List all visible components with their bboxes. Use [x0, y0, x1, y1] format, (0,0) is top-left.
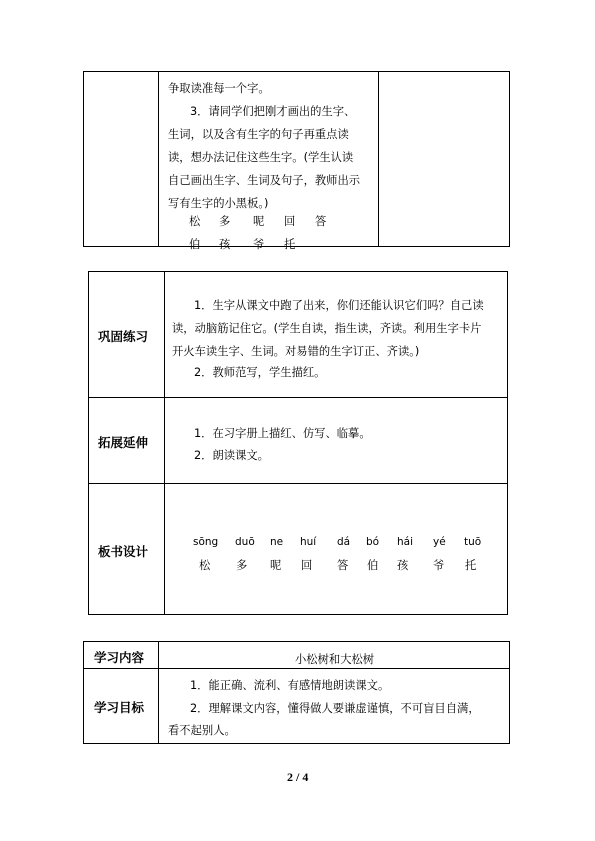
- table1-divider-right: [378, 71, 379, 247]
- table2-divider: [164, 271, 165, 615]
- pinyin: ne: [270, 536, 284, 548]
- learning-goal-line: 看不起别人。: [168, 724, 236, 737]
- pinyin: yé: [433, 536, 446, 548]
- table1-line: 3．请同学们把刚才画出的生字、: [190, 105, 356, 118]
- extension-line: 1．在习字册上描红、仿写、临摹。: [194, 427, 371, 440]
- new-character: 松: [189, 215, 201, 228]
- table1-line: 自己画出生字、生词及句子，教师出示: [168, 174, 361, 187]
- table1-line: 争取读准每一个字。: [168, 82, 270, 95]
- table1-divider-left: [158, 71, 159, 247]
- table2-row-separator: [88, 397, 508, 398]
- consolidation-line: 读，动脑筋记住它。(学生自读，指生读，齐读。利用生字卡片: [172, 322, 482, 335]
- table3-row-separator: [83, 668, 510, 669]
- pinyin: hái: [397, 536, 414, 548]
- new-character: 托: [284, 238, 296, 251]
- table1-line: 生词，以及含有生字的句子再重点读: [168, 128, 349, 141]
- board-character: 多: [236, 559, 248, 572]
- learning-goal-line: 2．理解课文内容，懂得做人要谦虚谨慎，不可盲目自满，: [190, 702, 480, 715]
- table3-divider: [158, 641, 159, 744]
- board-character: 答: [337, 559, 349, 572]
- new-character: 回: [284, 215, 296, 228]
- pinyin: bó: [366, 536, 380, 548]
- table1-line: 写有生字的小黑板。): [168, 197, 269, 210]
- page-number: 2 / 4: [287, 770, 309, 784]
- pinyin: tuō: [464, 536, 482, 548]
- new-character: 呢: [253, 215, 265, 228]
- pinyin: duō: [235, 536, 255, 548]
- consolidation-line: 开火车读生字、生词。对易错的生字订正、齐读。): [172, 345, 420, 358]
- board-character: 托: [465, 559, 477, 572]
- learning-goal-line: 1．能正确、流利、有感情地朗读课文。: [190, 679, 390, 692]
- board-character: 伯: [367, 559, 379, 572]
- new-character: 答: [315, 215, 327, 228]
- board-character: 爷: [433, 559, 445, 572]
- consolidation-line: 1．生字从课文中跑了出来，你们还能认识它们吗？自己读: [194, 299, 484, 312]
- learning-goal-label: 学习目标: [94, 700, 145, 715]
- new-character: 孩: [219, 238, 231, 251]
- learning-content-value: 小松树和大松树: [295, 653, 375, 666]
- board-character: 松: [199, 559, 211, 572]
- pinyin: sōng: [193, 536, 219, 548]
- learning-content-label: 学习内容: [94, 650, 145, 665]
- new-character: 伯: [189, 238, 201, 251]
- board-character: 呢: [270, 559, 282, 572]
- row-label-consolidation: 巩固练习: [98, 329, 149, 344]
- new-character: 多: [219, 215, 231, 228]
- new-character: 爷: [253, 238, 265, 251]
- pinyin: huí: [300, 536, 317, 548]
- board-character: 孩: [397, 559, 409, 572]
- table1-line: 读，想办法记住这些生字。(学生认读: [168, 151, 354, 164]
- consolidation-line: 2．教师范写，学生描红。: [194, 366, 326, 379]
- table2-row-separator: [88, 483, 508, 484]
- row-label-blackboard: 板书设计: [98, 544, 149, 559]
- row-label-extension: 拓展延伸: [98, 435, 149, 450]
- board-character: 回: [301, 559, 313, 572]
- extension-line: 2．朗读课文。: [194, 449, 269, 462]
- pinyin: dá: [337, 536, 351, 548]
